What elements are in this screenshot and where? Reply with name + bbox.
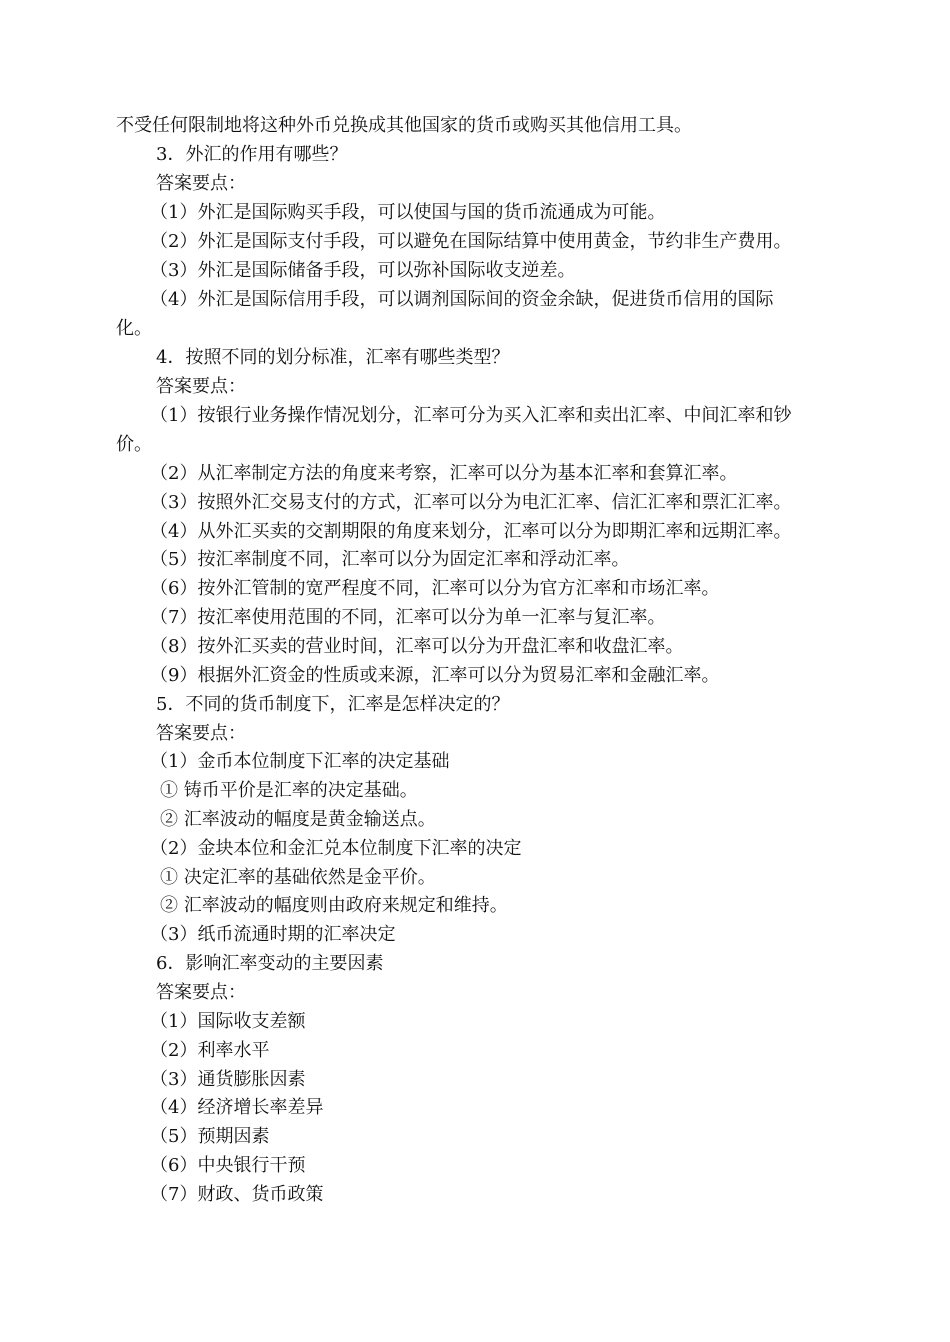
question-6-heading: 6．影响汇率变动的主要因素 — [156, 953, 384, 974]
answer-item: （2）从汇率制定方法的角度来考察，汇率可以分为基本汇率和套算汇率。 — [150, 463, 738, 484]
answer-item: （1）外汇是国际购买手段，可以使国与国的货币流通成为可能。 — [150, 202, 666, 223]
answer-label: 答案要点： — [156, 723, 246, 744]
answer-item-wrap: 化。 — [116, 318, 152, 339]
question-4-heading: 4．按照不同的划分标准，汇率有哪些类型？ — [156, 347, 510, 368]
answer-label: 答案要点： — [156, 982, 246, 1003]
answer-item: （8）按外汇买卖的营业时间，汇率可以分为开盘汇率和收盘汇率。 — [150, 636, 684, 657]
question-5-heading: 5．不同的货币制度下，汇率是怎样决定的？ — [156, 694, 510, 715]
answer-item: （6）中央银行干预 — [150, 1155, 306, 1176]
answer-item: （7）财政、货币政策 — [150, 1184, 324, 1205]
answer-subitem: ② 汇率波动的幅度则由政府来规定和维持。 — [160, 895, 508, 916]
answer-item-wrap: 价。 — [116, 434, 152, 455]
answer-item: （9）根据外汇资金的性质或来源，汇率可以分为贸易汇率和金融汇率。 — [150, 665, 720, 686]
answer-label: 答案要点： — [156, 376, 246, 397]
answer-item: （6）按外汇管制的宽严程度不同，汇率可以分为官方汇率和市场汇率。 — [150, 578, 720, 599]
answer-subitem: ① 决定汇率的基础依然是金平价。 — [160, 867, 436, 888]
answer-item: （3）外汇是国际储备手段，可以弥补国际收支逆差。 — [150, 260, 576, 281]
answer-item: （3）纸币流通时期的汇率决定 — [150, 924, 396, 945]
answer-item: （4）经济增长率差异 — [150, 1097, 324, 1118]
answer-item: （1）按银行业务操作情况划分，汇率可分为买入汇率和卖出汇率、中间汇率和钞 — [150, 405, 792, 426]
answer-subitem: ② 汇率波动的幅度是黄金输送点。 — [160, 809, 436, 830]
answer-item: （1）金币本位制度下汇率的决定基础 — [150, 751, 450, 772]
answer-item: （3）通货膨胀因素 — [150, 1069, 306, 1090]
answer-label: 答案要点： — [156, 173, 246, 194]
answer-item: （1）国际收支差额 — [150, 1011, 306, 1032]
answer-item: （4）从外汇买卖的交割期限的角度来划分，汇率可以分为即期汇率和远期汇率。 — [150, 521, 792, 542]
answer-item: （5）按汇率制度不同，汇率可以分为固定汇率和浮动汇率。 — [150, 549, 630, 570]
continuation-text: 不受任何限制地将这种外币兑换成其他国家的货币或购买其他信用工具。 — [116, 115, 692, 136]
question-3-heading: 3．外汇的作用有哪些？ — [156, 144, 348, 165]
answer-item: （2）金块本位和金汇兑本位制度下汇率的决定 — [150, 838, 522, 859]
answer-item: （5）预期因素 — [150, 1126, 270, 1147]
answer-item: （4）外汇是国际信用手段，可以调剂国际间的资金余缺，促进货币信用的国际 — [150, 289, 774, 310]
answer-item: （2）外汇是国际支付手段，可以避免在国际结算中使用黄金，节约非生产费用。 — [150, 231, 792, 252]
answer-item: （7）按汇率使用范围的不同，汇率可以分为单一汇率与复汇率。 — [150, 607, 666, 628]
answer-subitem: ① 铸币平价是汇率的决定基础。 — [160, 780, 418, 801]
answer-item: （3）按照外汇交易支付的方式，汇率可以分为电汇汇率、信汇汇率和票汇汇率。 — [150, 492, 792, 513]
answer-item: （2）利率水平 — [150, 1040, 270, 1061]
